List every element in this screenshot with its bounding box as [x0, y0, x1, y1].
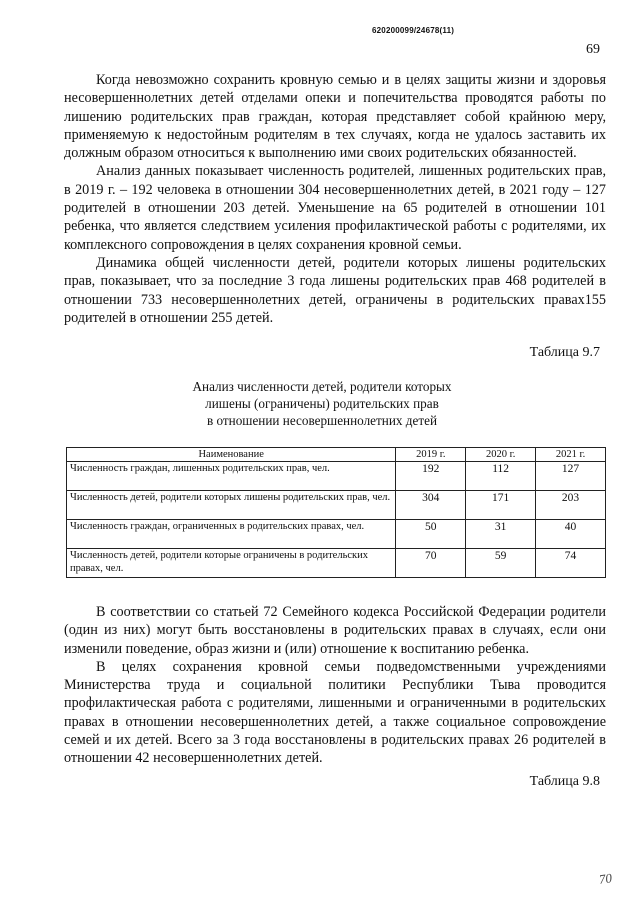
body-text-top — [64, 71, 606, 327]
cell-2019: 304 — [396, 491, 466, 520]
table-header-row — [67, 448, 606, 462]
paragraph: Когда невозможно сохранить кровную семью и в целях защиты жизни и здоровья несовершеннолетних детей отделами опеки и попечительства проводятся работы по лишению родительских прав граждан, которая представляет собой крайнюю меру, применяемую к недостойным родителям в тех случаях, когда не удалось заставить их должным образом относиться к выполнению ими своих родительских обязанностей. — [64, 72, 606, 162]
table-row — [67, 520, 606, 549]
body-text-bottom — [64, 603, 606, 768]
row-name: Численность граждан, лишенных родительских прав, чел. — [67, 462, 396, 491]
table-label: Таблица 9.7 — [529, 345, 600, 360]
cell-2020: 112 — [466, 462, 536, 491]
cell-2020: 171 — [466, 491, 536, 520]
handwritten-page-mark: 70 — [597, 870, 613, 887]
cell-2019: 50 — [396, 520, 466, 549]
table-row — [67, 462, 606, 491]
paragraph: Анализ данных показывает численность родителей, лишенных родительских прав, в 2019 г. – 192 человека в отношении 304 несовершеннолетних детей, в 2021 году – 127 родителей в отношении 203 детей. Уменьшение на 65 родителей в отношении 101 ребенка, что является следствием усиления профилактической работы с родителями, их комплексного сопровождения в целях сохранения кровной семьи. — [64, 163, 606, 253]
paragraph: В целях сохранения кровной семьи подведомственными учреждениями Министерства труда и социальной политики Республики Тыва проводится профилактическая работа с родителями, лишенными и ограниченными в родительских правах в отношении несовершеннолетних детей, а также социальное сопровождение семей и их детей. Всего за 3 года восстановлены в родительских правах 26 родителей в отношении 42 несовершеннолетних детей. — [64, 658, 606, 767]
column-header-2019: 2019 г. — [396, 448, 466, 462]
table-row — [67, 549, 606, 578]
table-label: Таблица 9.8 — [529, 774, 600, 789]
cell-2021: 127 — [536, 462, 606, 491]
row-name: Численность детей, родители которых лишены родительских прав, чел. — [67, 491, 396, 520]
table-row — [67, 491, 606, 520]
page-number: 69 — [586, 42, 600, 57]
statistics-table — [66, 447, 606, 578]
table-title-line: Анализ численности детей, родители которых — [192, 379, 452, 394]
cell-2021: 40 — [536, 520, 606, 549]
column-header-2020: 2020 г. — [466, 448, 536, 462]
row-name: Численность граждан, ограниченных в родительских правах, чел. — [67, 520, 396, 549]
document-id: 620200099/24678(11) — [372, 26, 455, 35]
column-header-2021: 2021 г. — [536, 448, 606, 462]
column-header-name: Наименование — [67, 448, 396, 462]
table-title — [100, 378, 544, 429]
table-title-line: в отношении несовершеннолетних детей — [206, 413, 438, 428]
cell-2019: 70 — [396, 549, 466, 578]
cell-2020: 31 — [466, 520, 536, 549]
cell-2019: 192 — [396, 462, 466, 491]
paragraph: В соответствии со статьей 72 Семейного кодекса Российской Федерации родители (один из них) могут быть восстановлены в родительских правах в случаях, если они изменили поведение, образ жизни и (или) отношение к воспитанию ребенка. — [64, 604, 606, 657]
cell-2020: 59 — [466, 549, 536, 578]
row-name: Численность детей, родители которые ограничены в родительских правах, чел. — [67, 549, 396, 578]
cell-2021: 74 — [536, 549, 606, 578]
paragraph: Динамика общей численности детей, родители которых лишены родительских прав, показывает, что за последние 3 года лишены родительских прав 468 родителей в отношении 733 несовершеннолетних детей, ограничены в родительских правах155 родителей в отношении 255 детей. — [64, 254, 606, 326]
table-title-line: лишены (ограничены) родительских прав — [205, 396, 439, 411]
cell-2021: 203 — [536, 491, 606, 520]
